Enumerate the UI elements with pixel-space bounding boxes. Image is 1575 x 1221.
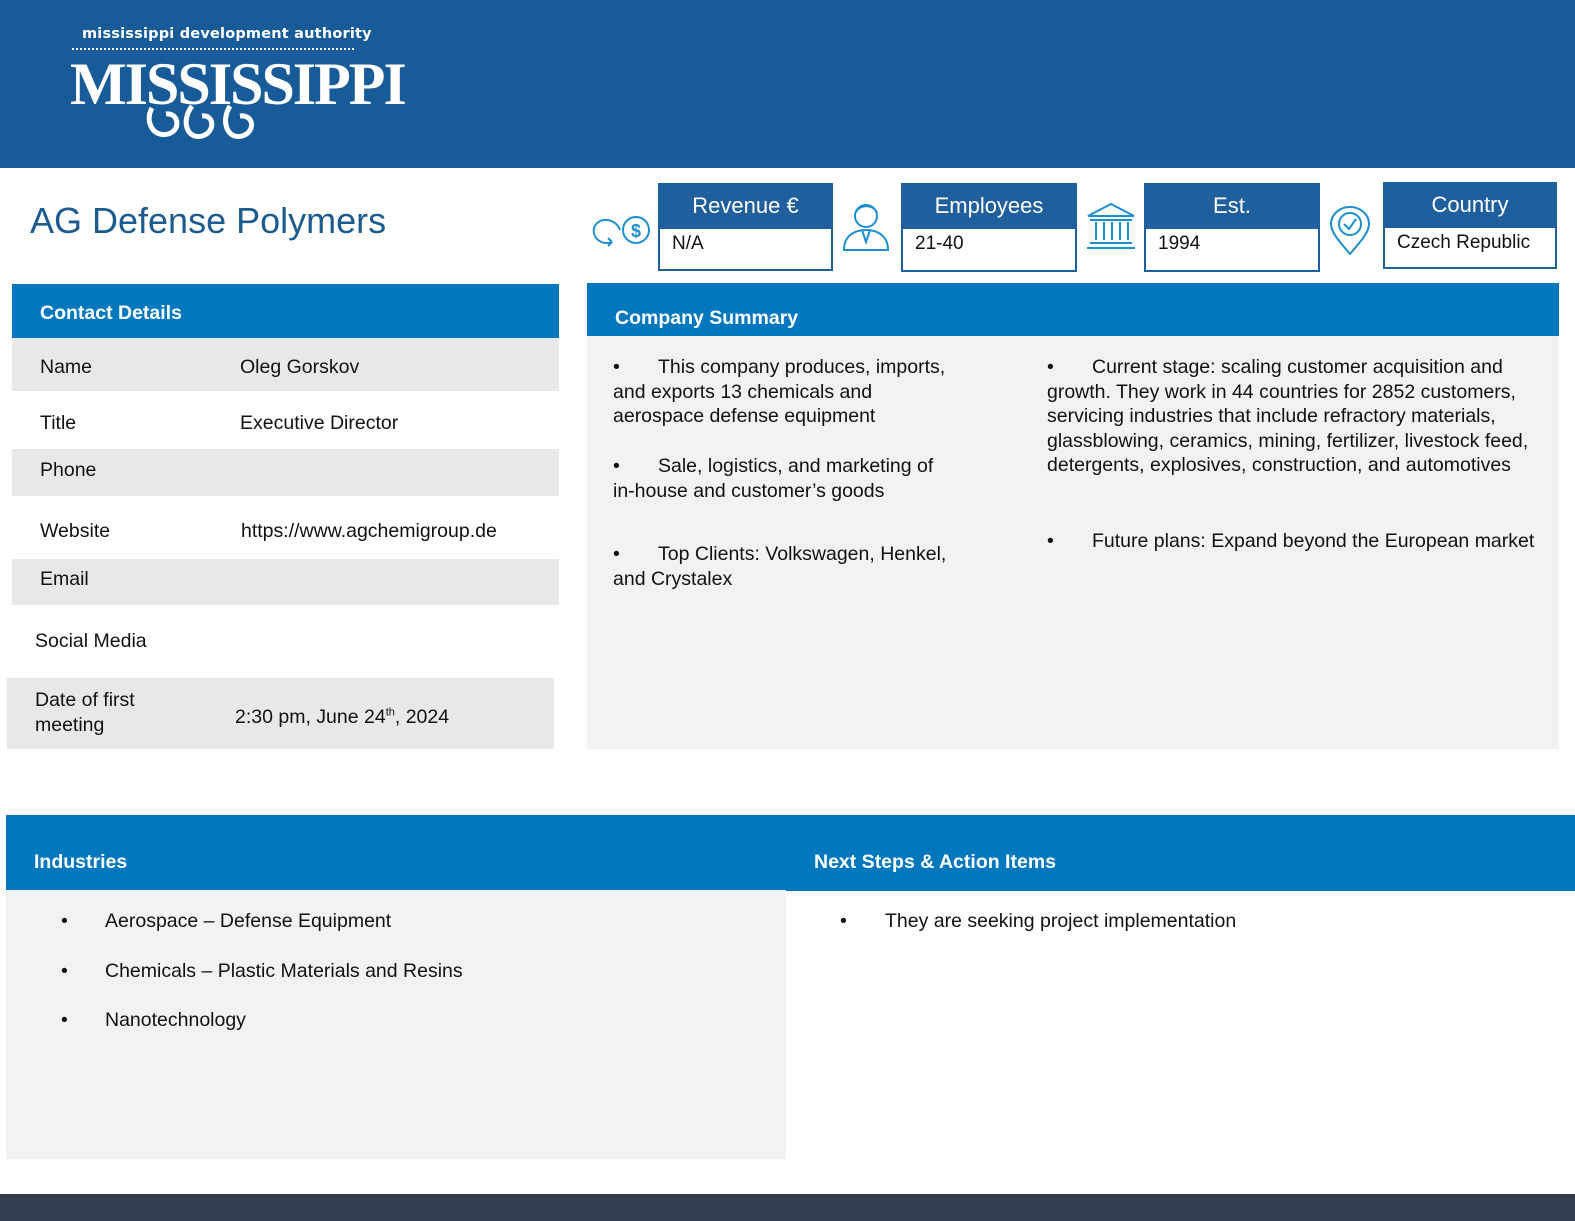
contact-row-name (12, 338, 559, 391)
meeting-date-suffix: th (385, 706, 395, 719)
industries-nextsteps-heading-bar (6, 815, 1575, 891)
revenue-label: Revenue € (660, 185, 831, 229)
established-stat (1144, 183, 1320, 272)
summary-left-2-text: Sale, logistics, and marketing of in-house and customer’s goods (613, 455, 934, 502)
meeting-label-line1: Date of first (35, 689, 135, 711)
phone-label: Phone (40, 459, 97, 481)
title-label: Title (40, 412, 77, 434)
employee-icon (840, 200, 892, 254)
website-link[interactable]: https://www.agchemigroup.de (241, 520, 497, 542)
contact-details-title: Contact Details (40, 302, 182, 324)
website-label: Website (40, 520, 111, 542)
contact-row-social (7, 605, 554, 678)
bullet-mark: • (61, 910, 68, 932)
logo-wordmark: MISSISSIPPI (70, 51, 405, 117)
summary-right-1-text: Current stage: scaling customer acquisition and growth. They work in 44 countries for 2852 customers, servicing industries that include refractory materials, glassblowing, ceramics, mining, fertilizer, livestock feed, detergents, explosives, construction, and automotives (1047, 356, 1529, 477)
social-media-label: Social Media (35, 630, 147, 652)
industry-item-text: Nanotechnology (105, 1009, 246, 1031)
contact-row-title (12, 391, 559, 449)
bullet-mark: • (1047, 356, 1054, 378)
meeting-label (35, 688, 135, 738)
header-banner (0, 0, 1575, 168)
bullet-mark: • (613, 356, 620, 378)
meeting-year: , 2024 (394, 706, 450, 728)
contact-row-email (12, 559, 559, 605)
summary-left-3-text: Top Clients: Volkswagen, Henkel, and Crystalex (613, 543, 947, 590)
summary-bullet-right-1 (1047, 355, 1539, 478)
summary-right-2-text: Future plans: Expand beyond the European market (1092, 530, 1535, 552)
name-label: Name (40, 356, 93, 378)
summary-left-1-text: This company produces, imports, and exports 13 chemicals and aerospace defense equipment (613, 356, 946, 428)
revenue-stat (658, 183, 833, 271)
footer-bar (0, 1194, 1575, 1221)
company-summary-heading (587, 283, 1559, 337)
logo-subtitle: mississippi development authority (82, 26, 372, 42)
employees-value: 21-40 (915, 233, 964, 254)
summary-bullet-left-1 (613, 355, 953, 429)
meeting-label-line2: meeting (35, 714, 105, 736)
established-label: Est. (1146, 185, 1318, 229)
company-name: AG Defense Polymers (30, 200, 387, 241)
meeting-value (235, 706, 449, 729)
svg-text:$: $ (630, 221, 642, 241)
revenue-icon (590, 208, 654, 252)
contact-row-phone (12, 449, 559, 496)
logo-dotted-line (72, 48, 354, 50)
next-steps-title: Next Steps & Action Items (814, 851, 1056, 873)
location-pin-icon (1328, 204, 1372, 258)
contact-row-meeting (7, 678, 554, 749)
logo-swirl-icon (140, 88, 260, 144)
summary-bullet-left-3 (613, 542, 953, 591)
country-label: Country (1385, 184, 1555, 228)
next-step-item-text: They are seeking project implementation (885, 910, 1237, 932)
title-value: Executive Director (240, 412, 399, 434)
contact-details-heading (12, 284, 559, 338)
established-value: 1994 (1158, 233, 1201, 254)
summary-bullet-left-2 (613, 454, 953, 503)
industry-item-text: Aerospace – Defense Equipment (105, 910, 392, 932)
bullet-mark: • (61, 1009, 68, 1031)
mda-logo (70, 26, 405, 146)
summary-bullet-right-2 (1047, 529, 1539, 554)
revenue-value: N/A (672, 233, 704, 254)
email-label: Email (40, 568, 89, 590)
meeting-date: 2:30 pm, June 24 (235, 706, 386, 728)
industry-item-text: Chemicals – Plastic Materials and Resins (105, 960, 463, 982)
country-value: Czech Republic (1397, 232, 1531, 253)
country-stat (1383, 182, 1557, 269)
employees-stat (901, 183, 1077, 272)
name-value: Oleg Gorskov (240, 356, 360, 378)
contact-row-website (12, 496, 559, 559)
bullet-mark: • (61, 960, 68, 982)
bullet-mark: • (840, 910, 847, 932)
employees-label: Employees (903, 185, 1075, 229)
industries-title: Industries (34, 851, 128, 873)
bullet-mark: • (1047, 530, 1054, 552)
company-summary-title: Company Summary (615, 307, 799, 329)
bullet-mark: • (613, 543, 620, 565)
building-icon (1084, 200, 1138, 252)
bullet-mark: • (613, 455, 620, 477)
